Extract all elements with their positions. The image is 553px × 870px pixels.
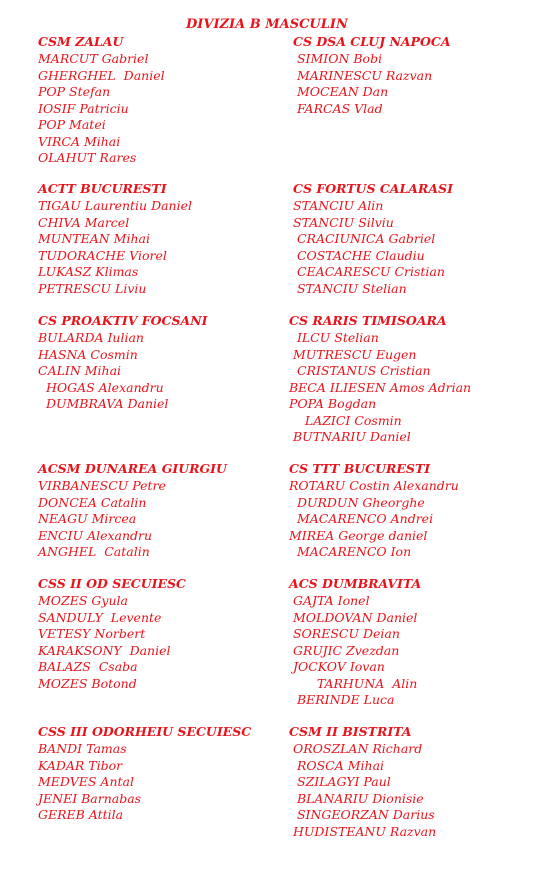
player-name: BALAZS Csaba: [38, 659, 138, 674]
player-name: ANGHEL Catalin: [38, 544, 150, 559]
team-name: CSS III ODORHEIU SECUIESC: [38, 724, 252, 739]
team-block: [38, 181, 192, 297]
player-name: MARCUT Gabriel: [38, 51, 149, 66]
player-name: KADAR Tibor: [38, 757, 123, 773]
team-name: CS PROAKTIV FOCSANI: [38, 313, 208, 328]
player-name: SZILAGYI Paul: [289, 774, 391, 789]
player-name: DUMBRAVA Daniel: [38, 396, 169, 411]
player-name: OLAHUT Rares: [38, 150, 137, 165]
player-name: COSTACHE Claudiu: [293, 247, 425, 263]
player-name: SIMION Bobi: [293, 51, 383, 66]
player-name: VIRCA Mihai: [38, 133, 121, 149]
team-name: CSS II OD SECUIESC: [38, 576, 186, 591]
player-name: DURDUN Gheorghe: [289, 494, 425, 510]
player-name: LUKASZ Klimas: [38, 264, 139, 279]
team-name: CS DSA CLUJ NAPOCA: [293, 34, 451, 49]
player-name: POP Stefan: [38, 84, 111, 99]
team-block: [289, 724, 436, 840]
player-name: ILCU Stelian: [289, 330, 379, 345]
player-name: PETRESCU Liviu: [38, 280, 147, 296]
team-block: [289, 313, 471, 446]
player-name: VIRBANESCU Petre: [38, 478, 166, 493]
team-block: [38, 34, 165, 167]
player-name: IOSIF Patriciu: [38, 100, 129, 116]
player-name: ROSCA Mihai: [289, 757, 385, 773]
team-name: CSM II BISTRITA: [289, 724, 412, 739]
player-name: TIGAU Laurentiu Daniel: [38, 198, 192, 213]
player-name: MEDVES Antal: [38, 774, 134, 789]
player-name: LAZICI Cosmin: [289, 412, 402, 428]
player-name: JENEI Barnabas: [38, 790, 142, 806]
player-name: MUTRESCU Eugen: [289, 346, 417, 362]
player-name: HOGAS Alexandru: [38, 379, 164, 395]
player-name: TARHUNA Alin: [289, 675, 418, 691]
team-block: [293, 181, 453, 297]
player-name: CHIVA Marcel: [38, 214, 130, 230]
player-name: BECA ILIESEN Amos Adrian: [289, 379, 472, 395]
player-name: MARINESCU Razvan: [293, 67, 433, 83]
player-name: BERINDE Luca: [289, 692, 395, 707]
team-name: ACS DUMBRAVITA: [289, 576, 422, 591]
player-name: MOZES Gyula: [38, 593, 128, 608]
player-name: OROSZLAN Richard: [289, 741, 423, 756]
player-name: MOCEAN Dan: [293, 84, 389, 99]
player-name: POP Matei: [38, 117, 106, 132]
team-name: ACTT BUCURESTI: [38, 181, 167, 196]
player-name: BLANARIU Dionisie: [289, 790, 424, 806]
player-name: SORESCU Deian: [289, 626, 400, 641]
team-name: CS FORTUS CALARASI: [293, 181, 453, 196]
player-name: MACARENCO Andrei: [289, 511, 434, 526]
player-name: NEAGU Mircea: [38, 511, 137, 526]
player-name: MOLDOVAN Daniel: [289, 609, 418, 625]
player-name: BUTNARIU Daniel: [289, 429, 411, 444]
player-name: STANCIU Stelian: [293, 280, 407, 296]
player-name: DONCEA Catalin: [38, 494, 147, 510]
player-name: SANDULY Levente: [38, 609, 162, 625]
player-name: CRISTANUS Cristian: [289, 363, 431, 378]
player-name: GEREB Attila: [38, 807, 124, 822]
player-name: POPA Bogdan: [289, 396, 377, 411]
team-name: ACSM DUNAREA GIURGIU: [38, 461, 227, 476]
player-name: CEACARESCU Cristian: [293, 264, 445, 279]
player-name: HASNA Cosmin: [38, 346, 138, 362]
player-name: GAJTA Ionel: [289, 593, 370, 608]
player-name: SINGEORZAN Darius: [289, 807, 435, 822]
player-name: MUNTEAN Mihai: [38, 231, 150, 246]
player-name: JOCKOV Iovan: [289, 659, 385, 674]
player-name: VETESY Norbert: [38, 626, 146, 641]
player-name: BULARDA Iulian: [38, 330, 144, 345]
player-name: CALIN Mihai: [38, 363, 122, 378]
player-name: GHERGHEL Daniel: [38, 67, 165, 83]
team-block: [38, 313, 207, 413]
team-block: [38, 724, 251, 824]
player-name: STANCIU Silviu: [293, 214, 394, 230]
team-block: [289, 461, 459, 561]
player-name: CRACIUNICA Gabriel: [293, 231, 436, 246]
team-block: [38, 461, 227, 561]
team-block: [293, 34, 451, 117]
player-name: MOZES Botond: [38, 675, 137, 691]
player-name: GRUJIC Zvezdan: [289, 642, 400, 658]
player-name: ENCIU Alexandru: [38, 527, 153, 543]
player-name: KARAKSONY Daniel: [38, 642, 171, 658]
player-name: TUDORACHE Viorel: [38, 247, 167, 263]
player-name: BANDI Tamas: [38, 741, 127, 756]
team-block: [289, 576, 421, 709]
team-name: CS TTT BUCURESTI: [289, 461, 431, 476]
player-name: STANCIU Alin: [293, 198, 384, 213]
team-name: CSM ZALAU: [38, 34, 124, 49]
player-name: FARCAS Vlad: [293, 100, 383, 116]
player-name: MIREA George daniel: [289, 527, 428, 543]
player-name: HUDISTEANU Razvan: [289, 823, 437, 839]
team-name: CS RARIS TIMISOARA: [289, 313, 447, 328]
player-name: ROTARU Costin Alexandru: [289, 478, 459, 493]
team-block: [38, 576, 186, 692]
player-name: MACARENCO Ion: [289, 544, 412, 559]
page-title: DIVIZIA B MASCULIN: [186, 17, 348, 32]
